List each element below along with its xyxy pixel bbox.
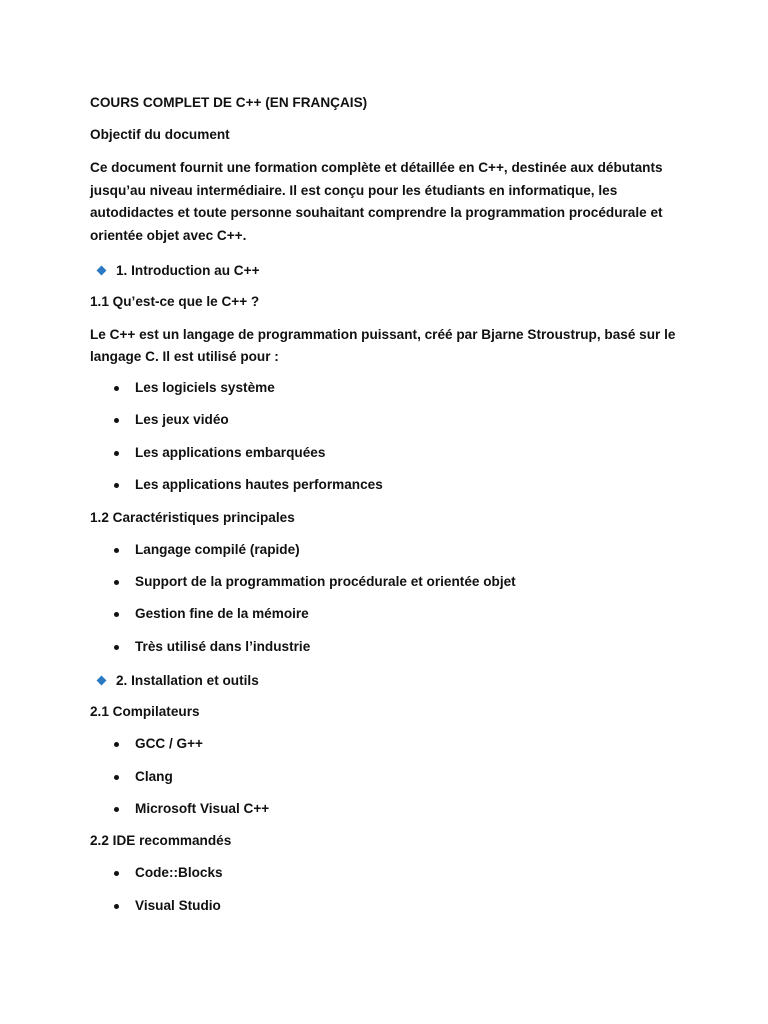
bullet-dot-icon xyxy=(114,871,119,876)
bullet-dot-icon xyxy=(114,904,119,909)
bullet-dot-icon xyxy=(114,807,119,812)
bullet-list-2-2 xyxy=(90,863,690,915)
list-item-text: Très utilisé dans l’industrie xyxy=(135,638,311,654)
bullet-dot-icon xyxy=(114,580,119,585)
bullet-dot-icon xyxy=(114,742,119,747)
bullet-dot-icon xyxy=(114,775,119,780)
list-item xyxy=(90,443,690,463)
list-item xyxy=(90,604,690,624)
bullet-dot-icon xyxy=(114,451,119,456)
bullet-dot-icon xyxy=(114,612,119,617)
bullet-list-1-2 xyxy=(90,540,690,657)
bullet-dot-icon xyxy=(114,548,119,553)
bullet-dot-icon xyxy=(114,418,119,423)
list-item-text: Les jeux vidéo xyxy=(135,412,229,428)
list-item-text: Visual Studio xyxy=(135,897,221,913)
section-heading-text: 2. Installation et outils xyxy=(116,672,259,688)
subsection-heading-2-2: 2.2 IDE recommandés xyxy=(90,833,232,849)
bullet-dot-icon xyxy=(114,645,119,650)
document-title: COURS COMPLET DE C++ (EN FRANÇAIS) xyxy=(90,95,368,110)
subsection-heading-1-1: 1.1 Qu’est-ce que le C++ ? xyxy=(90,294,260,309)
bullet-dot-icon xyxy=(114,386,119,391)
objective-text: Ce document fournit une formation complète et détaillée en C++, destinée aux débutants jusqu’au niveau intermédiaire. Il est conçu pour les étudiants en informatique, les autodidactes et toute personne souhaitant comprendre la programmation procédurale et orientée objet avec C++. xyxy=(90,160,663,243)
list-item-text: Les applications hautes performances xyxy=(135,477,383,493)
list-item xyxy=(90,734,690,754)
bullet-list-1-1 xyxy=(90,378,690,495)
list-item xyxy=(90,799,690,819)
list-item-text: Support de la programmation procédurale et orientée objet xyxy=(135,573,516,589)
list-item xyxy=(90,637,690,657)
list-item xyxy=(90,410,690,430)
section-heading-text: 1. Introduction au C++ xyxy=(116,262,260,278)
objective-heading: Objectif du document xyxy=(90,127,230,142)
list-item-text: Gestion fine de la mémoire xyxy=(135,606,309,622)
list-item xyxy=(90,767,690,787)
diamond-bullet-icon xyxy=(97,675,107,685)
section-heading-1 xyxy=(90,259,690,281)
list-item-text: Microsoft Visual C++ xyxy=(135,800,270,816)
list-item-text: GCC / G++ xyxy=(135,736,203,752)
list-item-text: Clang xyxy=(135,768,173,784)
subsection-heading-1-2: 1.2 Caractéristiques principales xyxy=(90,509,295,525)
list-item xyxy=(90,378,690,398)
bullet-dot-icon xyxy=(114,483,119,488)
list-item xyxy=(90,863,690,883)
list-item-text: Langage compilé (rapide) xyxy=(135,541,300,557)
list-item-text: Code::Blocks xyxy=(135,865,223,881)
list-item xyxy=(90,572,690,592)
list-item xyxy=(90,896,690,916)
section-heading-2 xyxy=(90,669,690,691)
list-item xyxy=(90,475,690,495)
subsection-heading-2-1: 2.1 Compilateurs xyxy=(90,704,200,720)
list-item-text: Les applications embarquées xyxy=(135,444,326,460)
bullet-list-2-1 xyxy=(90,734,690,819)
document-body xyxy=(90,93,690,928)
list-item xyxy=(90,540,690,560)
diamond-bullet-icon xyxy=(97,265,107,275)
subsection-text-1-1: Le C++ est un langage de programmation puissant, créé par Bjarne Stroustrup, basé sur le langage C. Il est utilisé pour : xyxy=(90,327,676,364)
list-item-text: Les logiciels système xyxy=(135,380,275,395)
